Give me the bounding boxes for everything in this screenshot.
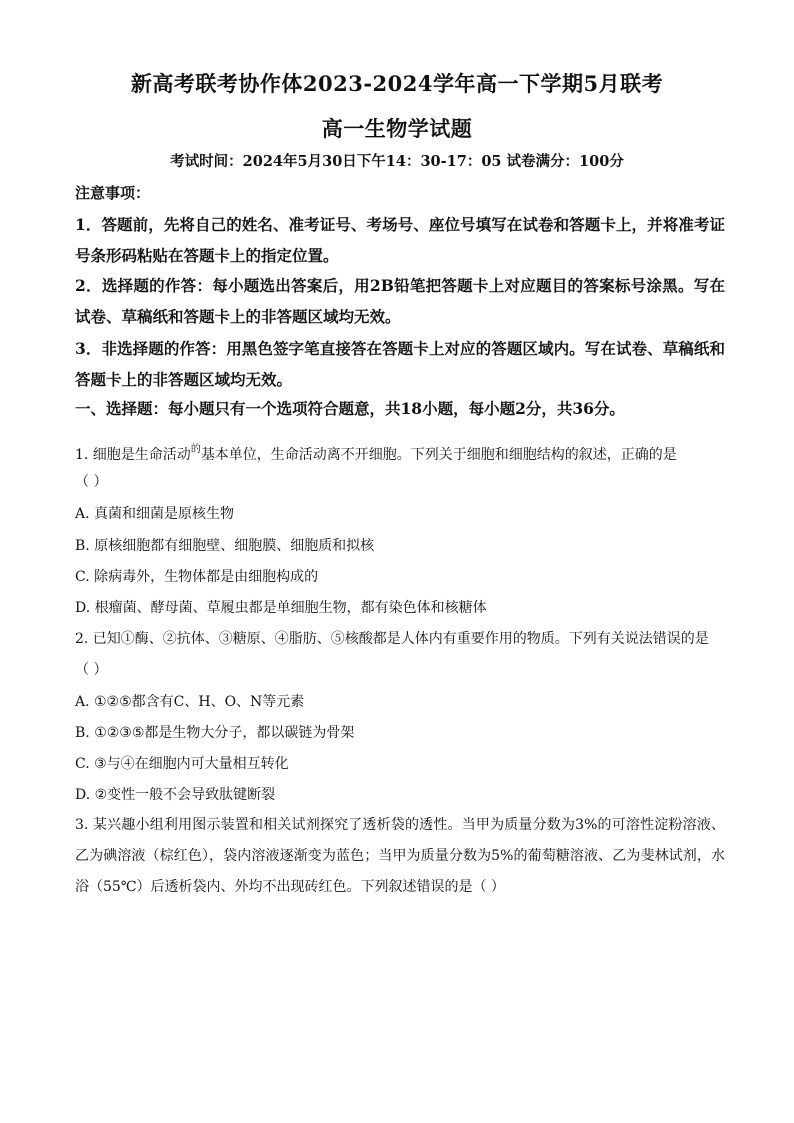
question-1-stem-b: 基本单位，生命活动离不开细胞。下列关于细胞和细胞结构的叙述，正确的是 (200, 447, 677, 463)
exam-subtitle: 高一生物学试题 (321, 116, 473, 141)
question-3-stem: 3. 某兴趣小组利用图示装置和相关试剂探究了透析袋的透性。当甲为质量分数为3%的可溶性淀粉溶液、乙为碘溶液（棕红色），袋内溶液逐渐变为蓝色；当甲为质量分数为5%的葡萄糖溶液、乙为斐林试剂，水浴（55℃）后透析袋内、外均不出现砖红色。下列叙述错误的是（ ） (75, 817, 725, 895)
question-2-option-b: B. ①②③⑤都是生物大分子，都以碳链为骨架 (75, 725, 355, 741)
note-item-3: 3．非选择题的作答：用黑色签字笔直接答在答题卡上对应的答题区域内。写在试卷、草稿纸和答题卡上的非答题区域均无效。 (75, 339, 725, 389)
question-2-option-d: D. ②变性一般不会导致肽键断裂 (75, 787, 276, 803)
question-2-stem: 2. 已知①酶、②抗体、③糖原、④脂肪、⑤核酸都是人体内有重要作用的物质。下列有关说法错误的是 (75, 631, 709, 647)
note-item-2: 2．选择题的作答：每小题选出答案后，用2B铅笔把答题卡上对应题目的答案标号涂黑。写在试卷、草稿纸和答题卡上的非答题区域均无效。 (75, 276, 725, 326)
question-1-option-d: D. 根瘤菌、酵母菌、草履虫都是单细胞生物，都有染色体和核糖体 (75, 600, 487, 616)
question-1-stem-sup: 的 (190, 444, 201, 455)
question-2-blank: （ ） (75, 662, 108, 678)
question-1-option-c: C. 除病毒外，生物体都是由细胞构成的 (75, 569, 319, 585)
notes-heading: 注意事项： (75, 184, 151, 202)
question-2-option-c: C. ③与④在细胞内可大量相互转化 (75, 756, 289, 772)
question-1-option-a: A. 真菌和细菌是原核生物 (75, 506, 235, 522)
question-2-option-a: A. ①②⑤都含有C、H、O、N等元素 (75, 694, 305, 710)
section-heading: 一、选择题：每小题只有一个选项符合题意，共18小题，每小题2分，共36分。 (75, 399, 625, 418)
question-1-stem-a: 1. 细胞是生命活动 (75, 447, 191, 463)
question-1-option-b: B. 原核细胞都有细胞壁、细胞膜、细胞质和拟核 (75, 538, 375, 554)
question-1-blank: （ ） (75, 474, 108, 490)
note-item-1: 1．答题前，先将自己的姓名、准考证号、考场号、座位号填写在试卷和答题卡上，并将准考证号条形码粘贴在答题卡上的指定位置。 (75, 215, 725, 265)
question-1-stem (75, 440, 677, 464)
exam-info: 考试时间：2024年5月30日下午14：30-17：05 试卷满分：100分 (170, 153, 624, 170)
exam-title: 新高考联考协作体2023-2024学年高一下学期5月联考 (130, 71, 664, 96)
